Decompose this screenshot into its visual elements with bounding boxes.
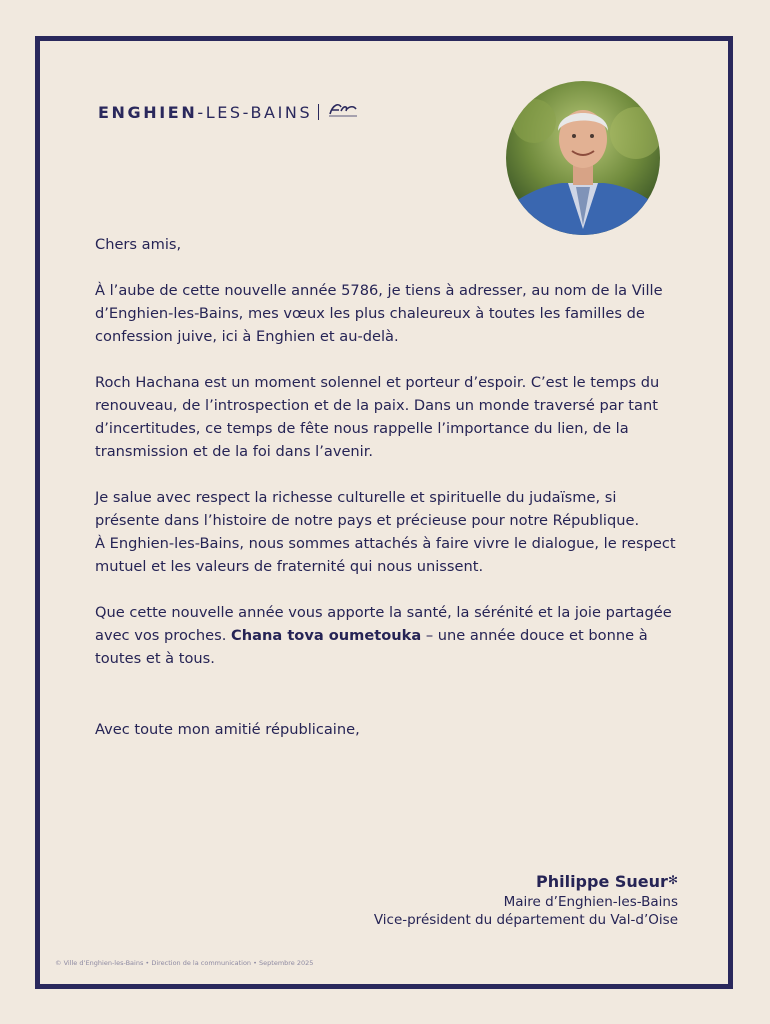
paragraph-4-bold: Chana tova oumetouka [231, 627, 422, 644]
signatory-title-1: Maire d’Enghien-les-Bains [503, 894, 678, 910]
flower-icon: ✻ [667, 873, 678, 887]
paragraph-2: Roch Hachana est un moment solennel et porteur d’espoir. C’est le temps du renouveau, de l’introspection et de la paix. Dans un monde traversé par tant d’incertitudes, ce temps de fête nous rappelle l’importance du lien, de la transmission et de la foi dans l’avenir. [95, 374, 660, 460]
signature-block [374, 871, 678, 929]
brand-name-bold: ENGHIEN [98, 102, 198, 122]
paragraph-4-start: Que cette nouvelle année vous apporte la santé, la sérénité et la joie partagée avec vos proches. [95, 604, 672, 644]
signatory-name: Philippe Sueur [535, 872, 668, 891]
paragraph-3a: Je salue avec respect la richesse culturelle et spirituelle du judaïsme, si présente dans l’histoire de notre pays et précieuse pour notre République. [95, 489, 640, 529]
greeting: Chers amis, [95, 236, 182, 253]
footer-credit: © Ville d’Enghien-les-Bains • Direction de la communication • Septembre 2025 [55, 959, 314, 967]
paragraph-3b: À Enghien-les-Bains, nous sommes attachés à faire vivre le dialogue, le respect mutuel et les valeurs de fraternité qui nous unissent. [95, 535, 676, 575]
signatory-title-2: Vice-président du département du Val-d’Oise [373, 912, 678, 928]
paragraph-1: À l’aube de cette nouvelle année 5786, je tiens à adresser, au nom de la Ville d’Enghien-les-Bains, mes vœux les plus chaleureux à toutes les familles de confession juive, ici à Enghien et au-delà. [95, 282, 663, 345]
brand-name-rest: -LES-BAINS [197, 102, 313, 122]
city-logo-icon [327, 101, 359, 123]
closing-line: Avec toute mon amitié républicaine, [95, 721, 360, 738]
mayor-portrait [506, 81, 660, 235]
brand-divider [318, 104, 319, 120]
signatory [374, 871, 678, 893]
paragraph-4-end: – une année douce et bonne à toutes et à tous. [95, 627, 648, 667]
brand-header [98, 101, 359, 123]
letter-frame [35, 36, 733, 989]
letter-body [95, 233, 685, 670]
paragraph-4 [95, 601, 685, 670]
